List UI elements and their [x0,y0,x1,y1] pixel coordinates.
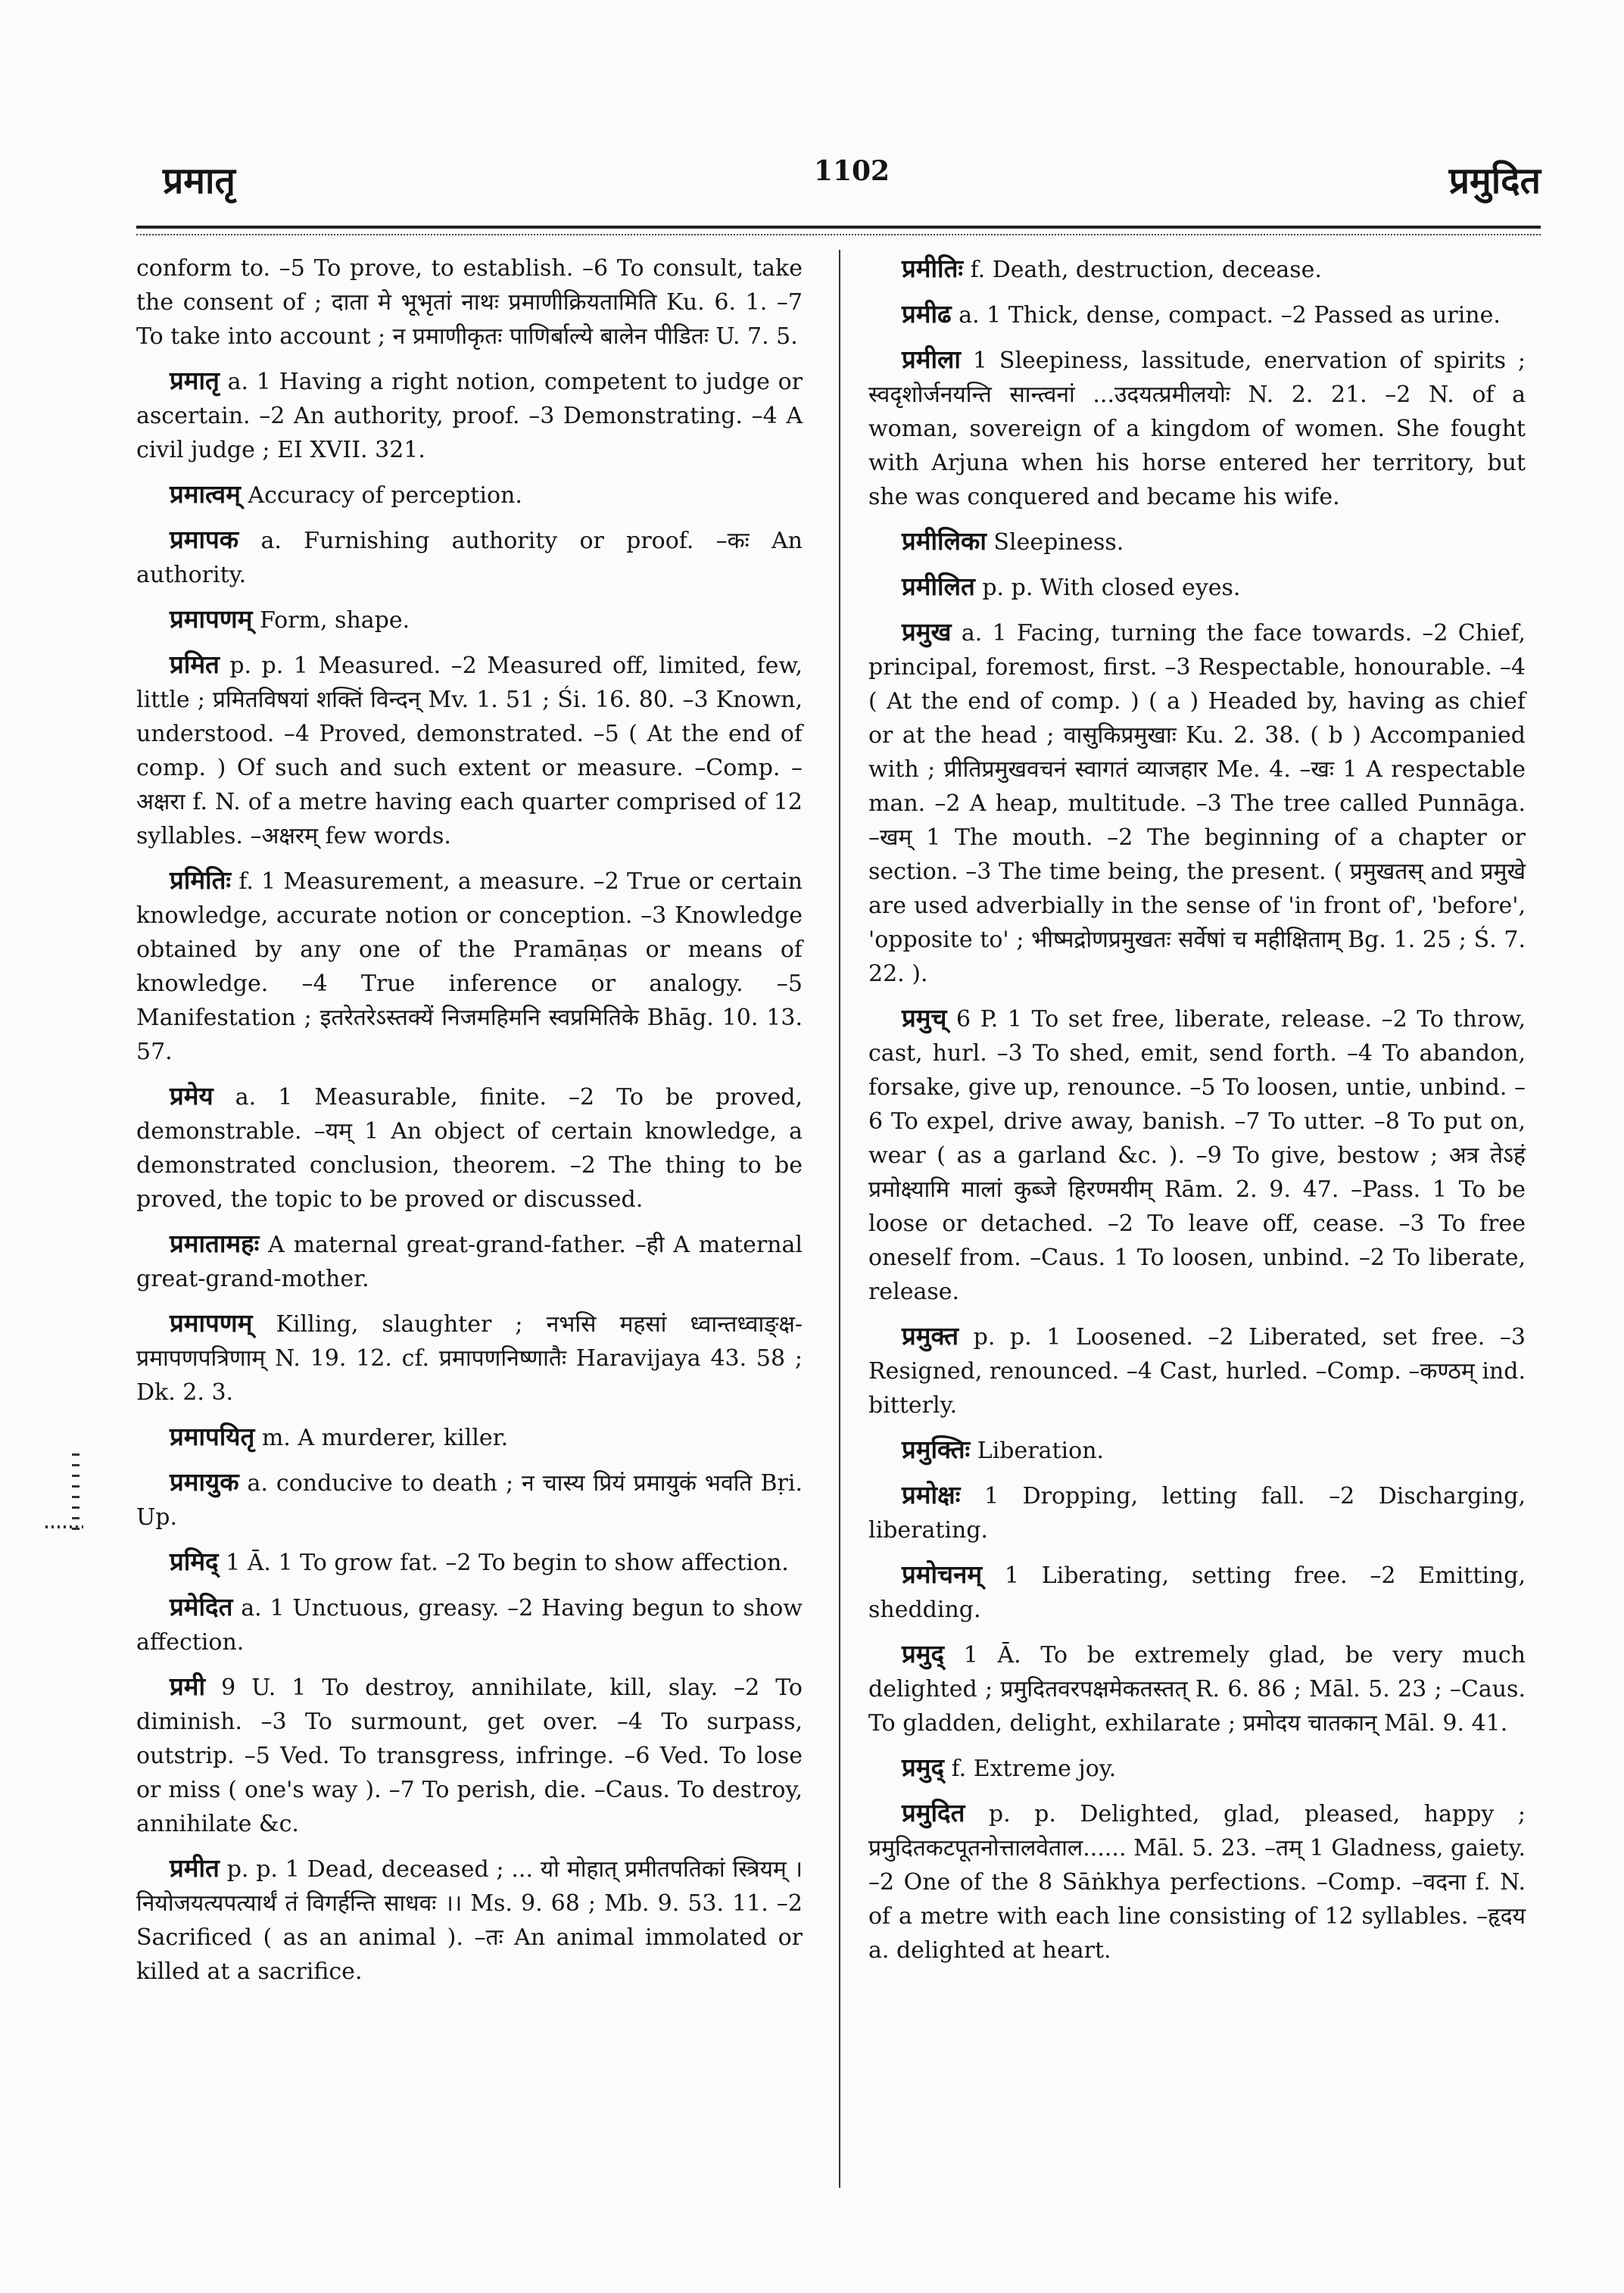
dictionary-entry [136,1669,803,1841]
entry-headword: प्रमित [170,650,220,679]
entry-text: a. 1 Measurable, finite. –2 To be proved, demonstrable. –यम् 1 An object of certain knowledge, a demonstrated conclusion, theorem. –2 The thing to be proved, the topic to be proved or discussed. [136,1084,803,1213]
entry-text: 6 P. 1 To set free, liberate, release. –2 To throw, cast, hurl. –3 To shed, emit, send forth. –4 To abandon, forsake, give up, renounce. –5 To loosen, untie, unbind. –6 To expel, drive away, banish. –7 To utter. –8 To put on, wear ( as a garland &c. ). –9 To give, bestow ; अत्र तेऽहं प्रमोक्ष्यामि मालां कुब्जे हिरण्मयीम् Rām. 2. 9. 47. –Pass. 1 To be loose or detached. –2 To leave off, cease. –3 To free oneself from. –Caus. 1 To loosen, unbind. –2 To liberate, release. [868,1006,1526,1305]
dictionary-entry [868,342,1526,514]
entry-text: p. p. 1 Dead, deceased ; ... यो मोहात् प्रमीतपतिकां स्त्रियम् । नियोजयत्यपत्यार्थं तं विगर्हन्ति साधवः ।। Ms. 9. 68 ; Mb. 9. 53. 11. –2 Sacrificed ( as an animal ). –तः An animal immolated or killed at a sacrifice. [136,1856,803,1985]
entry-text: Liberation. [977,1438,1105,1464]
entry-headword: प्रमात्वम् [170,479,241,509]
dictionary-entry [136,647,803,853]
dictionary-entry [868,1796,1526,1967]
entry-headword: प्रमिद् [170,1547,219,1576]
dictionary-entry [136,1851,803,1989]
entry-text: a. 1 Thick, dense, compact. –2 Passed as urine. [959,302,1501,329]
entry-text: 9 U. 1 To destroy, annihilate, kill, slay. –2 To diminish. –3 To surmount, get over. –4 To surpass, outstrip. –5 Ved. To transgress, infringe. –6 Ved. To lose or miss ( one's way ). –7 To perish, die. –Caus. To destroy, annihilate &c. [136,1675,803,1837]
right-guide-word: प्रमुदित [1448,160,1541,202]
page-number: 1102 [813,155,890,187]
dictionary-entry [868,1478,1526,1547]
dictionary-entry [136,1590,803,1659]
dictionary-entry [136,1226,803,1296]
entry-text: f. 1 Measurement, a measure. –2 True or certain knowledge, accurate notion or conception. –3 Knowledge obtained by any one of the Pramāṇas or means of knowledge. –4 True inference or analogy. –5 Manifestation ; इतरेतरेऽस्तक्यें निजमहिमनि स्वप्रमितिके Bhāg. 10. 13. 57. [136,868,803,1065]
dictionary-entry [136,1306,803,1410]
column-divider [839,250,840,2188]
entry-text: A maternal great-grand-father. –ही A maternal great-grand-mother. [136,1232,803,1292]
entry-headword: प्रमेदित [170,1592,233,1622]
entry-text: a. Furnishing authority or proof. –कः An authority. [136,528,803,588]
entry-headword: प्रमोक्षः [902,1480,961,1509]
entry-text: p. p. With closed eyes. [982,575,1241,601]
dictionary-entry [136,1544,803,1580]
entry-headword: प्रमुक्तिः [902,1435,971,1464]
entry-text: conform to. –5 To prove, to establish. –6 To consult, take the consent of ; दाता मे भूभृतां नाथः प्रमाणीक्रियतामिति Ku. 6. 1. –7 To take into account ; न प्रमाणीकृतः पाणिर्बाल्ये बालेन पीडितः U. 7. 5. [136,255,803,350]
dictionary-entry [136,602,803,637]
entry-text: Killing, slaughter ; नभसि महसां ध्वान्तध्वाङ्क्ष-प्रमापणपत्रिणाम् N. 19. 12. cf. प्रमापणनिष्णातैः Haravijaya 43. 58 ; Dk. 2. 3. [136,1311,803,1406]
entry-text: 1 Ā. To be extremely glad, be very much delighted ; प्रमुदितवरपक्षमेकतस्तत् R. 6. 86 ; Māl. 5. 23 ; –Caus. To gladden, delight, exhilarate ; प्रमोदय चातकान् Māl. 9. 41. [868,1642,1526,1737]
entry-headword: प्रमी [170,1671,206,1701]
entry-headword: प्रमितिः [170,865,232,895]
entry-headword: प्रमापणम् [170,604,253,634]
dictionary-entry [136,1465,803,1534]
entry-headword: प्रमातृ [170,366,220,395]
dictionary-entry [868,569,1526,605]
entry-headword: प्रमायुक [170,1467,239,1497]
margin-dots [45,1525,83,1528]
dictionary-entry [868,1432,1526,1468]
entry-headword: प्रमेय [170,1081,214,1111]
dictionary-entry [136,251,803,354]
entry-text: 1 Ā. 1 To grow fat. –2 To begin to show affection. [226,1550,789,1576]
dictionary-entry [868,1750,1526,1786]
entry-text: Form, shape. [259,607,410,634]
entry-text: p. p. 1 Loosened. –2 Liberated, set free. –3 Resigned, renounced. –4 Cast, hurled. –Comp. –कण्ठम् ind. bitterly. [868,1324,1526,1419]
entry-headword: प्रमुक्त [902,1321,959,1351]
entry-headword: प्रमापक [170,525,239,554]
entry-text: m. A murderer, killer. [261,1425,509,1451]
entry-headword: प्रमापणम् [170,1308,253,1338]
margin-mark [72,1453,79,1537]
header-rule [136,226,1541,235]
entry-headword: प्रमुद् [902,1639,945,1668]
left-column [136,251,803,1999]
dictionary-entry [136,522,803,592]
entry-text: Accuracy of perception. [248,482,522,509]
entry-text: a. 1 Unctuous, greasy. –2 Having begun to show affection. [136,1595,803,1656]
dictionary-entry [136,863,803,1069]
entry-text: Sleepiness. [993,529,1124,556]
entry-headword: प्रमीढ [902,299,952,329]
entry-text: 1 Dropping, letting fall. –2 Discharging, liberating. [868,1483,1526,1544]
dictionary-entry [868,251,1526,287]
dictionary-entry [136,477,803,512]
entry-headword: प्रमुदित [902,1798,965,1827]
entry-text: a. 1 Having a right notion, competent to judge or ascertain. –2 An authority, proof. –3 Demonstrating. –4 A civil judge ; EI XVII. 321. [136,369,803,463]
entry-headword: प्रमापयितृ [170,1422,255,1451]
entry-headword: प्रमीत [170,1853,220,1883]
dictionary-entry [868,1319,1526,1422]
entry-headword: प्रमातामहः [170,1229,260,1258]
entry-text: f. Extreme joy. [951,1756,1117,1782]
entry-headword: प्रमीतिः [902,254,964,283]
entry-text: p. p. 1 Measured. –2 Measured off, limited, few, little ; प्रमितविषयां शक्तिं विन्दन् Mv. 1. 51 ; Śi. 16. 80. –3 Known, understood. –4 Proved, demonstrated. –5 ( At the end of comp. ) Of such and such extent or measure. –Comp. –अक्षरा f. N. of a metre having each quarter comprised of 12 syllables. –अक्षरम् few words. [136,653,803,849]
entry-headword: प्रमुच् [902,1003,947,1033]
entry-headword: प्रमुद् [902,1752,945,1782]
running-head [163,155,1541,208]
dictionary-entry [868,1637,1526,1740]
dictionary-entry [868,615,1526,991]
entry-headword: प्रमुख [902,617,952,646]
dictionary-entry [868,297,1526,332]
entry-text: 1 Liberating, setting free. –2 Emitting, shedding. [868,1562,1526,1623]
entry-text: 1 Sleepiness, lassitude, enervation of spirits ; स्वदृशोर्जनयन्ति सान्त्वनां ...उदयत्प्रमीलयोः N. 2. 21. –2 N. of a woman, sovereign of a kingdom of women. She fought with Arjuna when his horse entered her territory, but she was conquered and became his wife. [868,347,1526,510]
right-column [868,251,1526,1977]
dictionary-entry [868,524,1526,559]
dictionary-entry [136,1079,803,1217]
dictionary-entry [136,1419,803,1455]
entry-text: a. 1 Facing, turning the face towards. –2 Chief, principal, foremost, first. –3 Respectable, honourable. –4 ( At the end of comp. ) ( a ) Headed by, having as chief or at the head ; वासुकिप्रमुखाः Ku. 2. 38. ( b ) Accompanied with ; प्रीतिप्रमुखवचनं स्वागतं व्याजहार Me. 4. –खः 1 A respectable man. –2 A heap, multitude. –3 The tree called Punnāga. –खम् 1 The mouth. –2 The beginning of a chapter or section. –3 The time being, the present. ( प्रमुखतस् and प्रमुखे are used adverbially in the sense of 'in front of', 'before', 'opposite to' ; भीष्मद्रोणप्रमुखतः सर्वेषां च महीक्षिताम् Bg. 1. 25 ; Ś. 7. 22. ). [868,620,1526,987]
entry-text: f. Death, destruction, decease. [970,257,1322,283]
entry-headword: प्रमीला [902,344,961,374]
dictionary-entry [136,363,803,467]
entry-headword: प्रमीलिका [902,526,987,556]
entry-headword: प्रमीलित [902,572,975,601]
entry-text: p. p. Delighted, glad, pleased, happy ; प्रमुदितकटपूतनोत्तालवेताल...... Māl. 5. 23. –तम् 1 Gladness, gaiety. –2 One of the 8 Sāṅkhya perfections. –Comp. –वदना f. N. of a metre with each line consisting of 12 syllables. –हृदय a. delighted at heart. [868,1801,1526,1964]
dictionary-entry [868,1557,1526,1627]
left-guide-word: प्रमातृ [163,160,235,202]
entry-text: a. conducive to death ; न चास्य प्रियं प्रमायुकं भवति Bṛi. Up. [136,1470,803,1531]
dictionary-entry [868,1001,1526,1309]
entry-headword: प्रमोचनम् [902,1559,983,1589]
